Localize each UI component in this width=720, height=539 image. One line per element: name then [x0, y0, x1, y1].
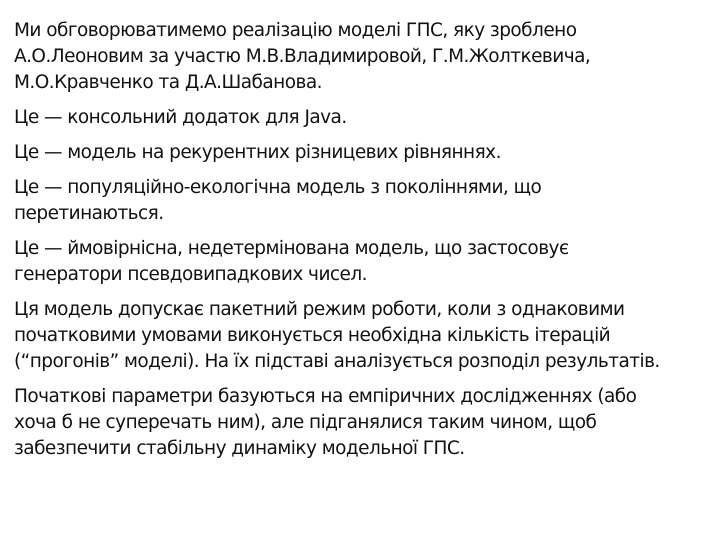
paragraph-console-app — [14, 105, 714, 131]
text-line: забезпечити стабільну динаміку модельної ГПС. — [14, 438, 465, 459]
paragraph-probabilistic-model — [14, 236, 714, 288]
text-line: хоча б не суперечать ним), але підганялися таким чином, щоб — [14, 412, 597, 433]
text-line: А.О.Леоновим за участю М.В.Владимировой, Г.М.Жолткевича, — [14, 46, 591, 67]
text-line: Ця модель допускає пакетний режим роботи, коли з однаковими — [14, 299, 625, 320]
slide-text-body — [14, 18, 714, 471]
text-line: Це — популяційно-екологічна модель з поколіннями, що — [14, 177, 542, 198]
text-line: Це — модель на рекурентних різницевих рівняннях. — [14, 142, 501, 163]
paragraph-batch-mode — [14, 297, 714, 375]
text-line: (“прогонів” моделі). На їх підставі аналізується розподіл результатів. — [14, 351, 660, 372]
text-line: Ми обговорюватимемо реалізацію моделі ГПС, яку зроблено — [14, 20, 577, 41]
paragraph-population-model — [14, 175, 714, 227]
text-line: М.О.Кравченко та Д.А.Шабанова. — [14, 72, 322, 93]
text-line: Це — ймовірнісна, недетермінована модель, що застосовує — [14, 238, 569, 259]
paragraph-difference-equations — [14, 140, 714, 166]
paragraph-initial-parameters — [14, 384, 714, 462]
text-line: перетинаються. — [14, 203, 164, 224]
text-line: Початкові параметри базуються на емпіричних дослідженнях (або — [14, 386, 637, 407]
paragraph-intro — [14, 18, 714, 96]
text-line: генератори псевдовипадкових чисел. — [14, 264, 367, 285]
text-line: початковими умовами виконується необхідна кількість ітерацій — [14, 325, 611, 346]
text-line: Це — консольний додаток для Java. — [14, 107, 347, 128]
